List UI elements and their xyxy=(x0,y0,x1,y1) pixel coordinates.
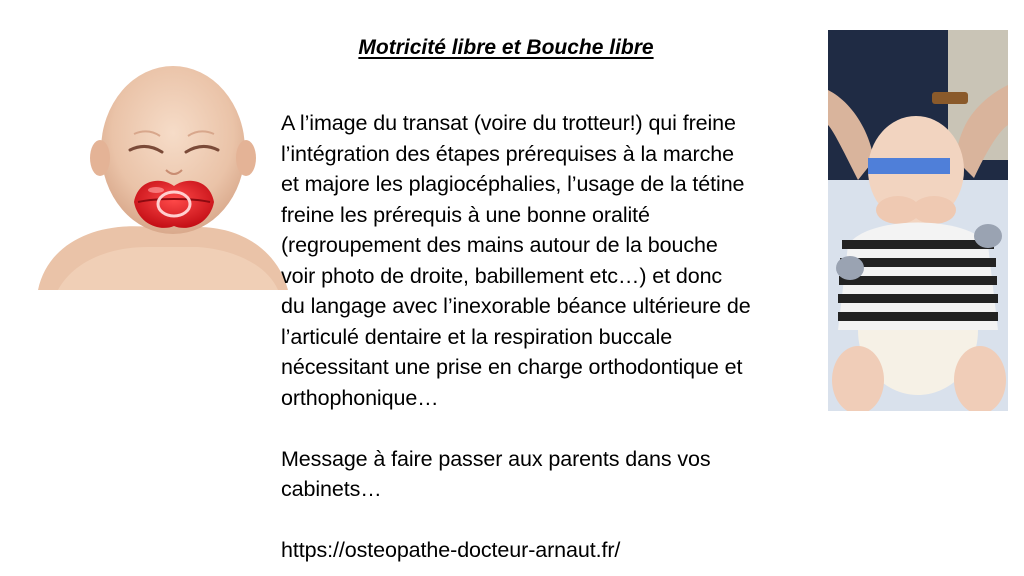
body-line: (regroupement des mains autour de la bouche xyxy=(281,233,718,257)
body-line: l’articulé dentaire et la respiration buccale xyxy=(281,324,673,349)
body-line: freine les prérequis à une bonne oralité xyxy=(281,202,650,227)
infant-hands-photo xyxy=(828,30,1008,411)
baby-pacifier-photo xyxy=(38,62,288,290)
message-line: Message à faire passer aux parents dans vos xyxy=(281,446,711,471)
body-line: nécessitant une prise en charge orthodontique et xyxy=(281,355,743,379)
message-line: cabinets… xyxy=(281,477,382,501)
body-line: du langage avec l’inexorable béance ultérieure de xyxy=(281,294,751,318)
slide-title: Motricité libre et Bouche libre xyxy=(358,36,654,59)
body-line: et majore les plagiocéphalies, l’usage de la tétine xyxy=(281,172,745,196)
body-line: voir photo de droite, babillement etc…) et donc xyxy=(281,263,723,288)
slide-body xyxy=(281,108,811,566)
body-line: l’intégration des étapes prérequises à la marche xyxy=(281,141,734,166)
website-link[interactable]: https://osteopathe-docteur-arnaut.fr/ xyxy=(281,538,621,562)
body-line: A l’image du transat (voire du trotteur!) qui freine xyxy=(281,111,736,135)
body-line: orthophonique… xyxy=(281,385,439,410)
